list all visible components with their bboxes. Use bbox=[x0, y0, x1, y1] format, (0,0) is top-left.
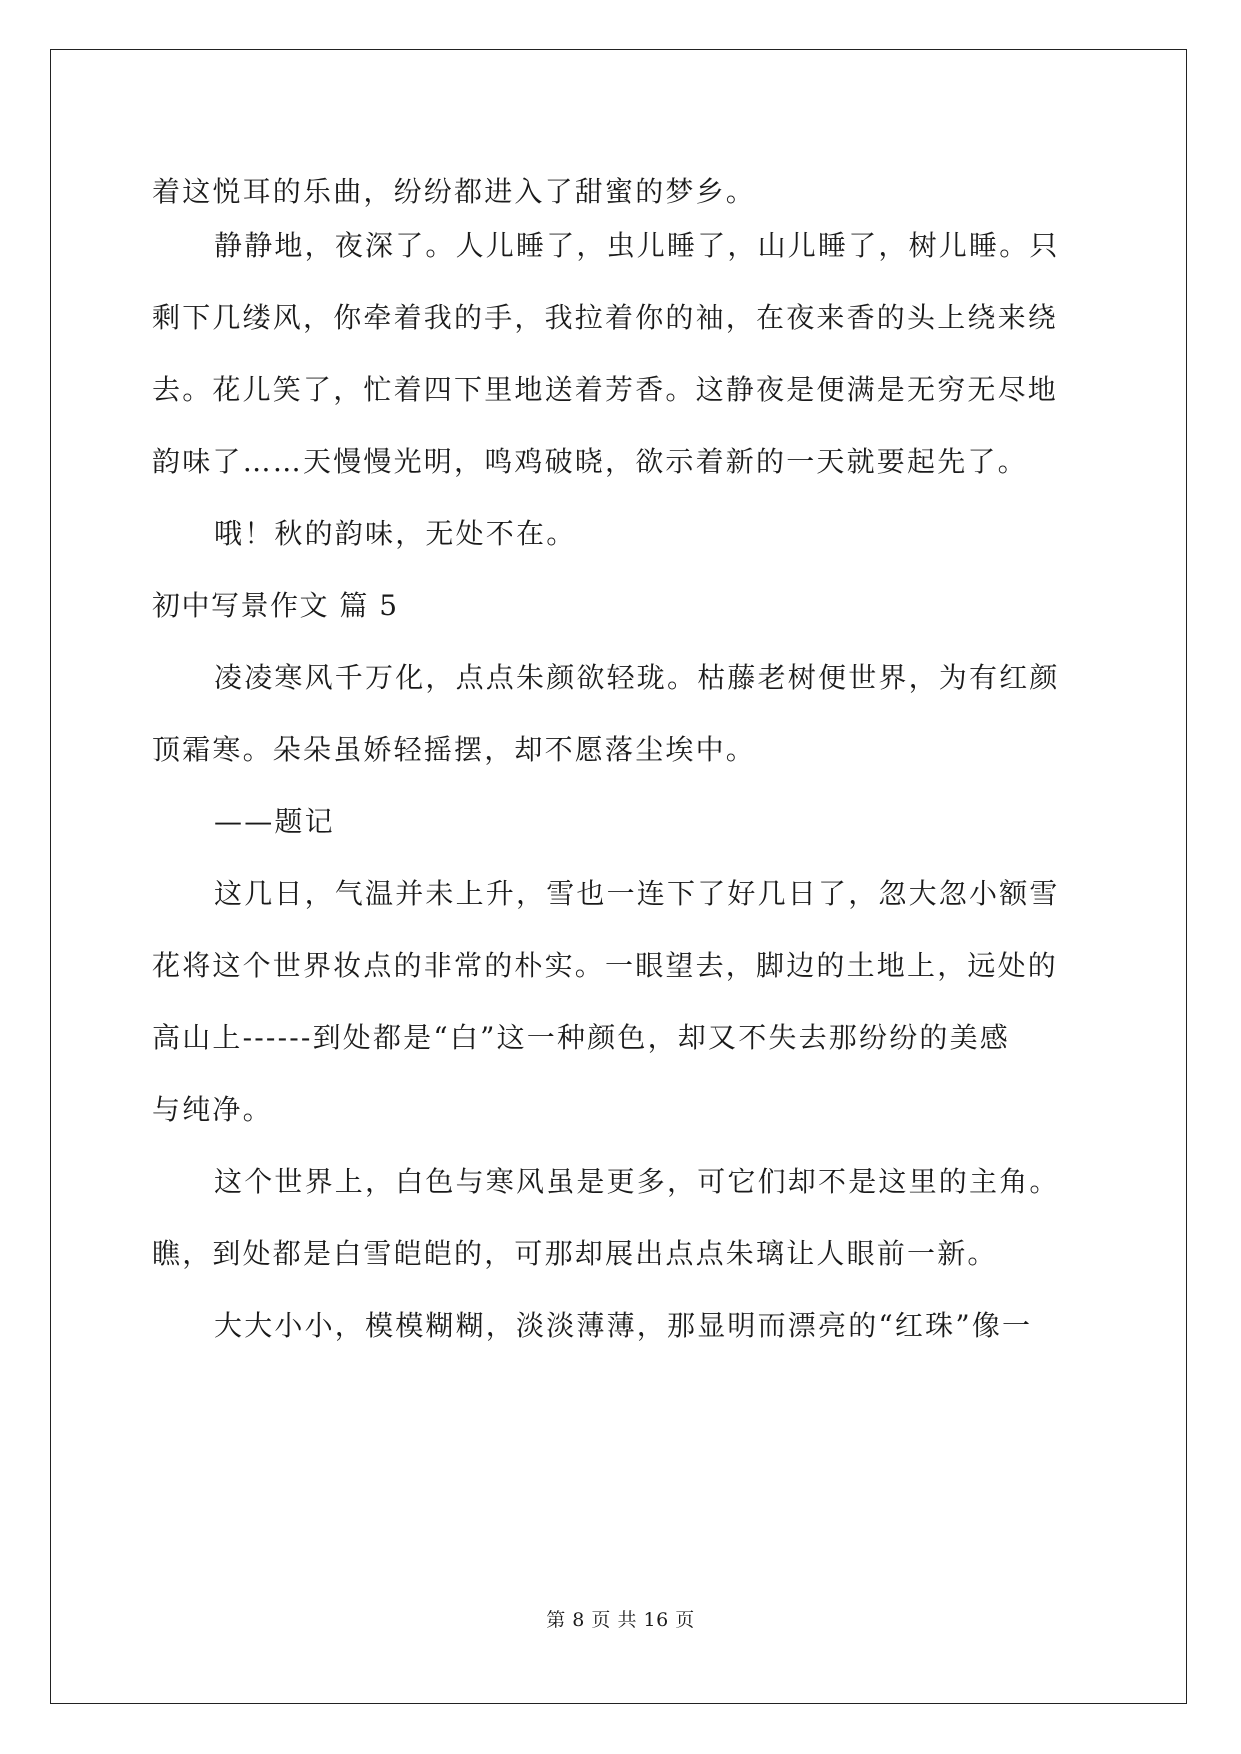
paragraph-line: 花将这个世界妆点的非常的朴实。一眼望去，脚边的土地上，远处的 bbox=[152, 949, 1059, 982]
paragraph-line: 顶霜寒。朵朵虽娇轻摇摆，却不愿落尘埃中。 bbox=[152, 733, 757, 766]
section-heading: 初中写景作文 篇 5 bbox=[152, 589, 399, 622]
paragraph-line: 去。花儿笑了，忙着四下里地送着芳香。这静夜是便满是无穷无尽地 bbox=[152, 373, 1059, 406]
paragraph-line: 哦！秋的韵味，无处不在。 bbox=[214, 517, 577, 550]
page-number-footer: 第 8 页 共 16 页 bbox=[546, 1609, 695, 1631]
paragraph-line: 凌凌寒风千万化，点点朱颜欲轻珑。枯藤老树便世界，为有红颜 bbox=[214, 661, 1060, 694]
epigraph-attribution: ——题记 bbox=[214, 805, 335, 838]
paragraph-line: 大大小小，模模糊糊，淡淡薄薄，那显明而漂亮的“红珠”像一 bbox=[214, 1309, 1033, 1342]
paragraph-line: 高山上------到处都是“白”这一种颜色，却又不失去那纷纷的美感 bbox=[152, 1021, 1010, 1054]
paragraph-line: 剩下几缕风，你牵着我的手，我拉着你的袖，在夜来香的头上绕来绕 bbox=[152, 301, 1059, 334]
paragraph-line: 静静地，夜深了。人儿睡了，虫儿睡了，山儿睡了，树儿睡。只 bbox=[214, 229, 1060, 262]
paragraph-line: 这几日，气温并未上升，雪也一连下了好几日了，忽大忽小额雪 bbox=[214, 877, 1060, 910]
paragraph-line: 这个世界上，白色与寒风虽是更多，可它们却不是这里的主角。 bbox=[214, 1165, 1060, 1198]
paragraph-line: 瞧，到处都是白雪皑皑的，可那却展出点点朱璃让人眼前一新。 bbox=[152, 1237, 998, 1270]
paragraph-line: 与纯净。 bbox=[152, 1093, 273, 1126]
paragraph-line: 着这悦耳的乐曲，纷纷都进入了甜蜜的梦乡。 bbox=[152, 175, 757, 208]
paragraph-line: 韵味了……天慢慢光明，鸣鸡破晓，欲示着新的一天就要起先了。 bbox=[152, 445, 1028, 478]
